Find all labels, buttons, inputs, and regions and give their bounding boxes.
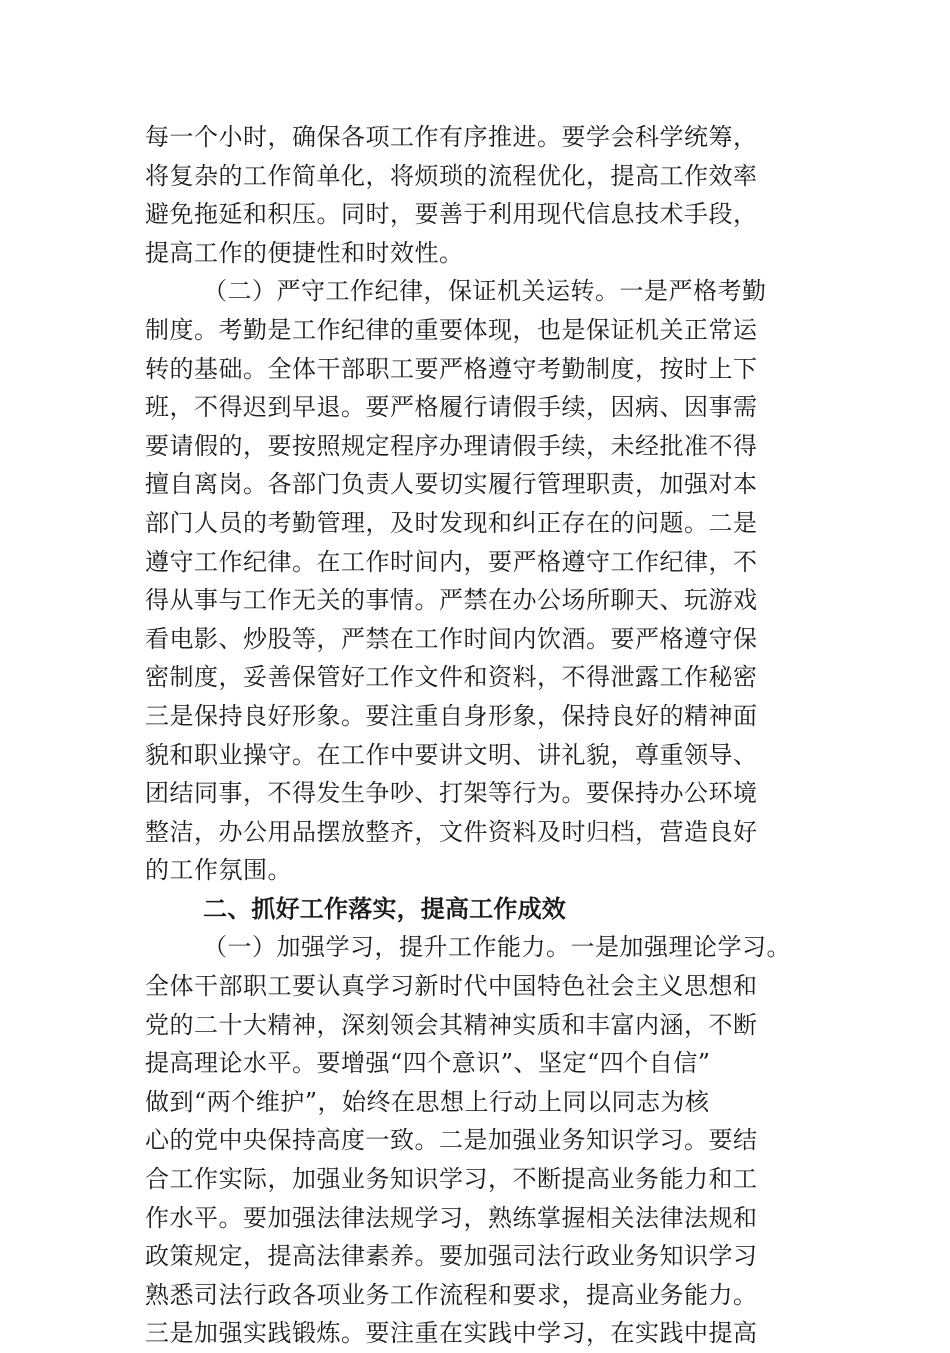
text-line: 政策规定，提高法律素养。要加强司法行政业务知识学习	[145, 1242, 758, 1271]
text-line: 制度。考勤是工作纪律的重要体现，也是保证机关正常运	[145, 315, 758, 344]
text-line: 要请假的，要按照规定程序办理请假手续，未经批准不得	[145, 431, 758, 460]
text-line: 得从事与工作无关的事情。严禁在办公场所聊天、玩游戏	[145, 586, 758, 615]
text-line: 转的基础。全体干部职工要严格遵守考勤制度，按时上下	[145, 354, 758, 383]
text-line: 遵守工作纪律。在工作时间内，要严格遵守工作纪律，不	[145, 547, 758, 576]
text-line: 将复杂的工作简单化，将烦琐的流程优化，提高工作效率	[145, 161, 758, 190]
text-line: 团结同事，不得发生争吵、打架等行为。要保持办公环境	[145, 779, 758, 808]
text-line: 心的党中央保持高度一致。二是加强业务知识学习。要结	[145, 1126, 758, 1155]
text-line: 提高工作的便捷性和时效性。	[145, 238, 464, 267]
text-line: 三是加强实践锻炼。要注重在实践中学习，在实践中提高	[145, 1319, 758, 1348]
document-body	[145, 118, 810, 1353]
text-line: 班，不得迟到早退。要严格履行请假手续，因病、因事需	[145, 393, 758, 422]
text-line: 每一个小时，确保各项工作有序推进。要学会科学统筹，	[145, 123, 758, 151]
text-line: 避免拖延和积压。同时，要善于利用现代信息技术手段，	[145, 200, 758, 229]
text-line: 擅自离岗。各部门负责人要切实履行管理职责，加强对本	[145, 470, 758, 499]
section-heading: 二、抓好工作落实，提高工作成效	[203, 894, 566, 923]
text-line: 熟悉司法行政各项业务工作流程和要求，提高业务能力。	[145, 1280, 758, 1309]
text-line: 合工作实际，加强业务知识学习，不断提高业务能力和工	[145, 1165, 758, 1194]
text-line: 整洁，办公用品摆放整齐，文件资料及时归档，营造良好	[145, 817, 758, 846]
text-line: 作水平。要加强法律法规学习，熟练掌握相关法律法规和	[145, 1203, 758, 1232]
text-line: 三是保持良好形象。要注重自身形象，保持良好的精神面	[145, 701, 758, 730]
text-line: 做到“两个维护”，始终在思想上行动上同以同志为核	[145, 1087, 710, 1116]
text-line: 看电影、炒股等，严禁在工作时间内饮酒。要严格遵守保	[145, 624, 758, 653]
text-line: 密制度，妥善保管好工作文件和资料，不得泄露工作秘密	[145, 663, 758, 692]
paragraph-start-line: （一）加强学习，提升工作能力。一是加强理论学习。	[203, 933, 791, 962]
paragraph-start-line: （二）严守工作纪律，保证机关运转。一是严格考勤	[203, 277, 767, 306]
text-line: 貌和职业操守。在工作中要讲文明、讲礼貌，尊重领导、	[145, 740, 758, 769]
text-line: 提高理论水平。要增强“四个意识”、坚定“四个自信”	[145, 1049, 711, 1078]
text-line: 部门人员的考勤管理，及时发现和纠正存在的问题。二是	[145, 508, 758, 537]
text-line: 的工作氛围。	[145, 856, 292, 885]
text-line: 党的二十大精神，深刻领会其精神实质和丰富内涵，不断	[145, 1010, 758, 1039]
text-line: 全体干部职工要认真学习新时代中国特色社会主义思想和	[145, 972, 758, 1001]
